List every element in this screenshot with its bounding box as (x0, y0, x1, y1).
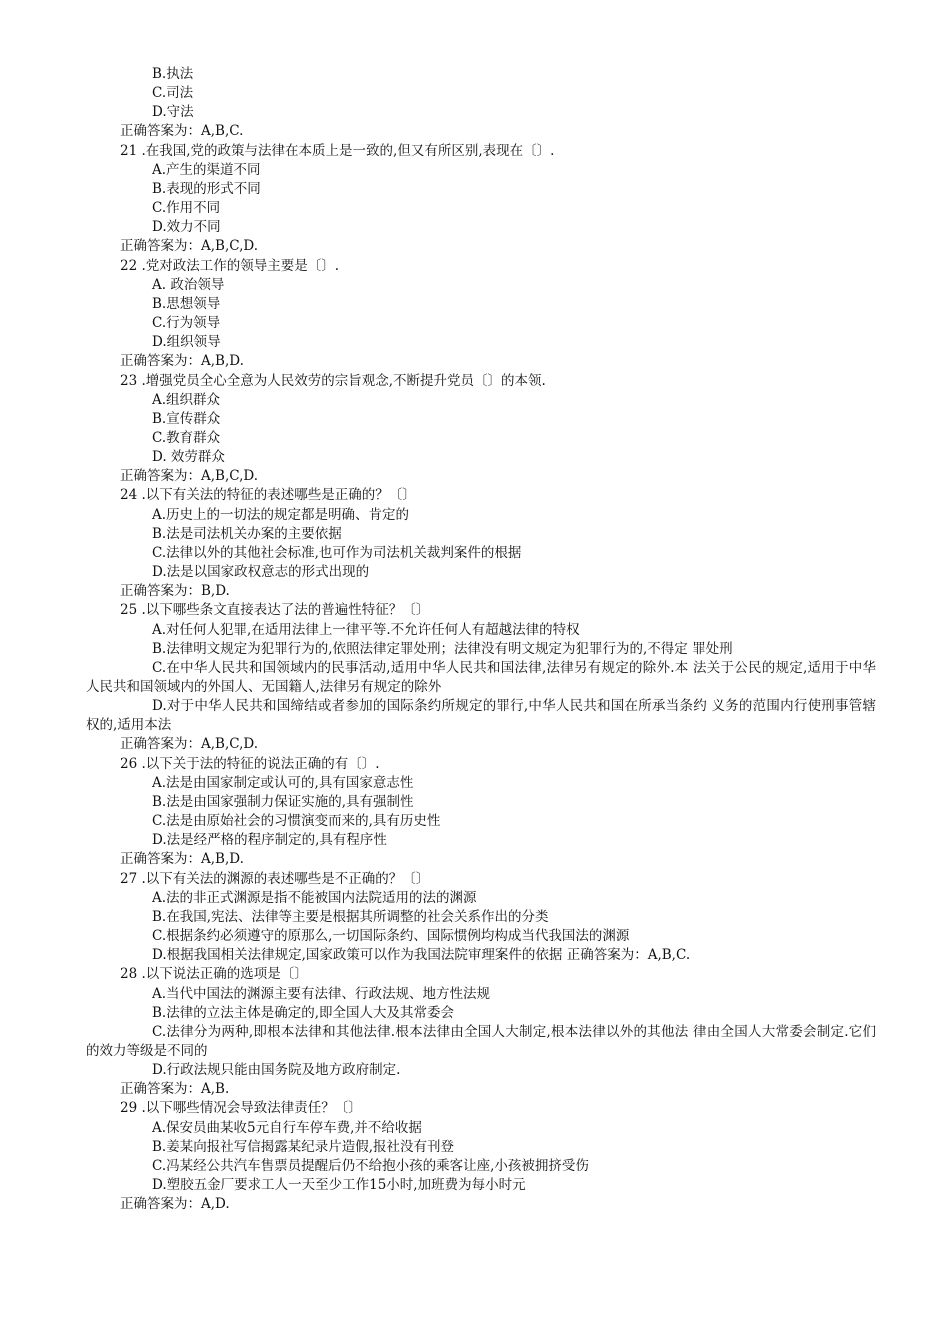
option-line: B.思想领导 (152, 295, 221, 312)
option-line: C.作用不同 (152, 200, 221, 217)
option-line: B.法律明文规定为犯罪行为的,依照法律定罪处刑；法律没有明文规定为犯罪行为的,不得定 罪处刑 (152, 640, 733, 657)
answer-line: 正确答案为：A,B. (120, 1081, 230, 1098)
option-line: B.姜某向报社写信揭露某纪录片造假,报社没有刊登 (152, 1138, 455, 1155)
answer-line: 正确答案为：A,B,D. (120, 353, 244, 370)
answer-line: 正确答案为：A,D. (120, 1196, 230, 1213)
question-line: 26 .以下关于法的特征的说法正确的有〔〕. (120, 755, 380, 772)
question-line: 25 .以下哪些条文直接表达了法的普遍性特征？〔〕 (120, 602, 430, 619)
answer-line: 正确答案为：A,B,C,D. (120, 468, 259, 485)
option-paragraph: D.对于中华人民共和国缔结或者参加的国际条约所规定的罪行,中华人民共和国在所承当条约 义务的范围内行使刑事管辖权的,适用本法 (86, 698, 876, 734)
option-line: B.宣传群众 (152, 410, 221, 427)
option-line: B.表现的形式不同 (152, 180, 261, 197)
option-line: D. 效劳群众 (152, 449, 225, 466)
answer-line: 正确答案为：B,D. (120, 583, 230, 600)
option-line: A.历史上的一切法的规定都是明确、肯定的 (152, 506, 410, 523)
question-line: 22 .党对政法工作的领导主要是〔〕. (120, 257, 340, 274)
option-line: D.法是经严格的程序制定的,具有程序性 (152, 832, 387, 849)
question-line: 27 .以下有关法的渊源的表述哪些是不正确的？〔〕 (120, 870, 430, 887)
question-line: 28 .以下说法正确的选项是〔〕 (120, 966, 308, 983)
option-line: C.根据条约必须遵守的原那么,一切国际条约、国际惯例均构成当代我国法的渊源 (152, 928, 630, 945)
option-line: C.司法 (152, 85, 194, 102)
option-line: C.法律以外的其他社会标准,也可作为司法机关裁判案件的根据 (152, 544, 522, 561)
option-line: B.法律的立法主体是确定的,即全国人大及其常委会 (152, 1004, 455, 1021)
answer-line: 正确答案为：A,B,C,D. (120, 238, 259, 255)
option-line: A.法是由国家制定或认可的,具有国家意志性 (152, 774, 414, 791)
option-line: D.行政法规只能由国务院及地方政府制定. (152, 1062, 401, 1079)
answer-line: 正确答案为：A,B,D. (120, 851, 244, 868)
answer-line: 正确答案为：A,B,C,D. (120, 736, 259, 753)
question-line: 24 .以下有关法的特征的表述哪些是正确的？〔〕 (120, 487, 416, 504)
option-line: D.效力不同 (152, 219, 221, 236)
option-line: D.组织领导 (152, 334, 221, 351)
option-line: A.法的非正式渊源是指不能被国内法院适用的法的渊源 (152, 889, 477, 906)
option-line: D.法是以国家政权意志的形式出现的 (152, 564, 370, 581)
option-line: A.当代中国法的渊源主要有法律、行政法规、地方性法规 (152, 985, 491, 1002)
question-line: 21 .在我国,党的政策与法律在本质上是一致的,但又有所区别,表现在〔〕. (120, 142, 555, 159)
question-line: 29 .以下哪些情况会导致法律责任？〔〕 (120, 1100, 362, 1117)
option-line: C.法是由原始社会的习惯演变而来的,具有历史性 (152, 813, 441, 830)
option-line: A. 政治领导 (152, 276, 225, 293)
option-line: D.守法 (152, 104, 194, 121)
option-line: A.保安员曲某收5元自行车停车费,并不给收据 (152, 1119, 422, 1136)
option-paragraph: C.在中华人民共和国领域内的民事活动,适用中华人民共和国法律,法律另有规定的除外.本 法关于公民的规定,适用于中华人民共和国领域内的外国人、无国籍人,法律另有规定的除外 (86, 659, 876, 695)
option-line: B.法是司法机关办案的主要依据 (152, 525, 342, 542)
option-line: D.根据我国相关法律规定,国家政策可以作为我国法院审理案件的依据 正确答案为：A,B,C. (152, 947, 691, 964)
option-line: A.组织群众 (152, 391, 221, 408)
option-line: B.在我国,宪法、法律等主要是根据其所调整的社会关系作出的分类 (152, 908, 549, 925)
question-line: 23 .增强党员全心全意为人民效劳的宗旨观念,不断提升党员〔〕的本领. (120, 372, 546, 389)
option-line: D.塑胶五金厂要求工人一天至少工作15小时,加班费为每小时元 (152, 1177, 526, 1194)
option-line: C.教育群众 (152, 429, 221, 446)
document-page (86, 65, 876, 1214)
option-line: A.产生的渠道不同 (152, 161, 261, 178)
option-paragraph: C.法律分为两种,即根本法律和其他法律.根本法律由全国人大制定,根本法律以外的其他法 律由全国人大常委会制定.它们的效力等级是不同的 (86, 1023, 876, 1059)
option-line: B.执法 (152, 66, 194, 82)
option-line: C.冯某经公共汽车售票员提醒后仍不给抱小孩的乘客让座,小孩被拥挤受伤 (152, 1157, 589, 1174)
option-line: B.法是由国家强制力保证实施的,具有强制性 (152, 793, 414, 810)
option-line: C.行为领导 (152, 315, 221, 332)
answer-line: 正确答案为：A,B,C. (120, 123, 244, 140)
option-line: A.对任何人犯罪,在适用法律上一律平等.不允许任何人有超越法律的特权 (152, 621, 580, 638)
